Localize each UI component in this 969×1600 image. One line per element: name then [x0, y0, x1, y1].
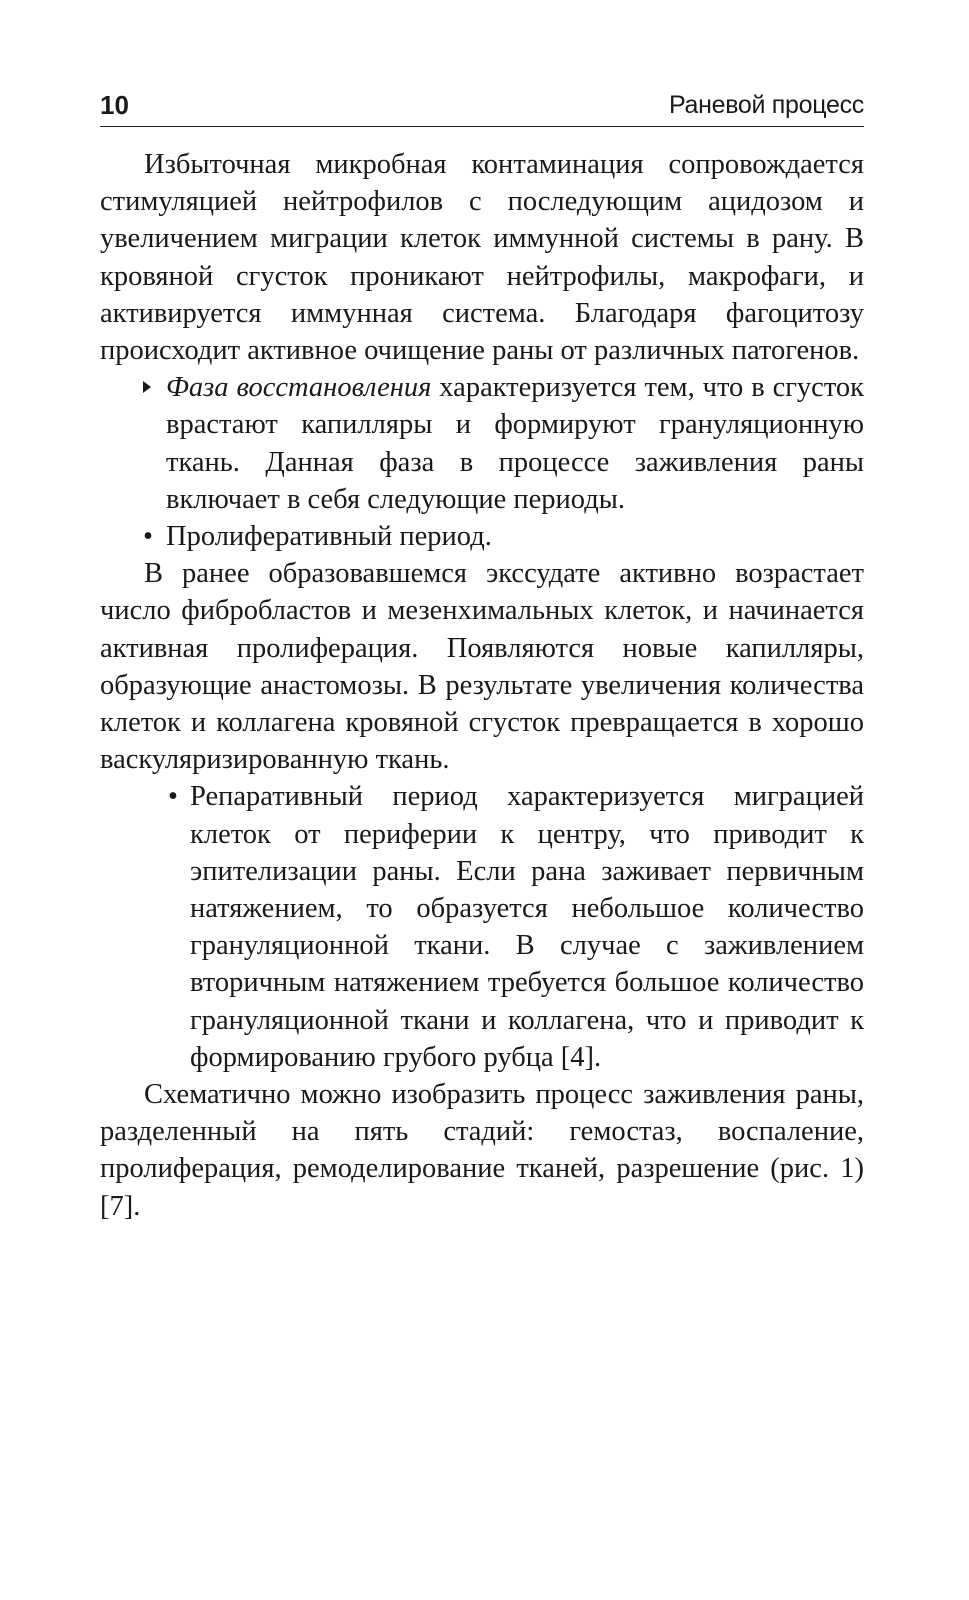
body-text — [100, 146, 864, 1225]
paragraph-proliferation: В ранее образовавшемся экссудате активно возрастает число фибробластов и мезенхимальных клеток, и начинается активная пролиферация. Появляются новые капилляры, образующие анастомозы. В результате увеличения количества клеток и коллагена кровяной сгусток превращается в хорошо васкуляризированную ткань. — [100, 558, 864, 776]
triangle-bullet-icon — [143, 381, 151, 393]
paragraph-contamination: Избыточная микробная контаминация сопровождается стимуляцией нейтрофилов с последующим ацидозом и увеличением миграции клеток иммунной системы в рану. В кровяной сгусток проникают нейтрофилы, макрофаги, и активируется иммунная система. Благодаря фагоцитозу происходит активное очищение раны от различных патогенов. — [100, 149, 864, 367]
bullet-icon: • — [143, 521, 153, 553]
list-item-reparative-period — [100, 778, 864, 1076]
running-title: Раневой процесс — [668, 91, 864, 119]
page-number: 10 — [100, 90, 129, 120]
list-item-proliferative-period — [100, 518, 864, 555]
reparative-period-text: Репаративный период характеризуется миграцией клеток от периферии к центру, что приводит к эпителизации раны. Если рана заживает первичным натяжением, то образуется небольшое количество грануляционной ткани. В случае с заживлением вторичным натяжением требуется большое количество грануляционной ткани и коллагена, что и приводит к формированию грубого рубца [4]. — [190, 781, 864, 1073]
bullet-icon: • — [168, 781, 178, 813]
running-header — [100, 88, 864, 127]
term-recovery-phase: Фаза восстановления — [166, 372, 432, 404]
proliferative-period-text: Пролиферативный период. — [166, 521, 492, 553]
list-item-recovery-phase — [100, 369, 864, 518]
paragraph-healing-stages: Схематично можно изобразить процесс заживления раны, разделенный на пять стадий: гемостаз, воспаление, пролиферация, ремоделирование тканей, разрешение (рис. 1) [7]. — [100, 1079, 864, 1222]
recovery-phase-text: характеризуется тем, что в сгусток врастают капилляры и формируют грануляционную ткань. Данная фаза в процессе заживления раны включает в себя следующие периоды. — [166, 372, 865, 515]
